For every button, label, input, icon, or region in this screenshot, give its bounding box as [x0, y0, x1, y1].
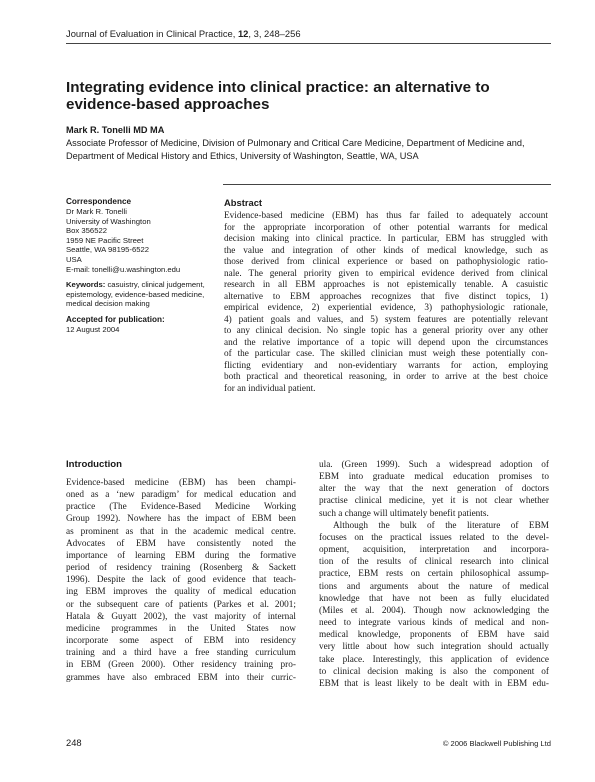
correspondence-line: 1959 NE Pacific Street — [66, 235, 144, 245]
text-line: alternative to EBM approaches recognizes that five distinct topics, 1) — [224, 291, 548, 302]
text-line: ing EBM improves the quality of medical education — [66, 587, 296, 598]
affiliation-line: Associate Professor of Medicine, Division of Pulmonary and Critical Care Medicine, Department of Medicine and, — [66, 138, 525, 148]
article-title — [66, 79, 506, 113]
text-line: practice (The Evidence-Based Medicine Working — [66, 502, 296, 513]
text-line: (Miles et al. 2004). Though now acknowledging the — [319, 605, 549, 616]
text-line: of the particular case. The skilled clinician must weigh these potentially con- — [224, 349, 548, 359]
text-line: EBM that is least likely to be dealt with in EBM edu- — [319, 678, 549, 689]
text-line: or the subsequent care of patients (Parkes et al. 2001; — [66, 599, 296, 610]
abstract-body — [224, 211, 548, 395]
body-column-left — [66, 477, 296, 684]
text-line: alter the way that the next generation of doctors — [319, 484, 549, 495]
copyright-notice: © 2006 Blackwell Publishing Ltd — [442, 739, 551, 748]
text-line: practice, EBM rests on certain philosophical assump- — [319, 569, 549, 580]
text-line: incorporate some aspect of EBM into residency — [66, 636, 296, 647]
text-line: Group 1992). Nowhere has the impact of EBM been — [66, 514, 296, 525]
text-line: practise clinical medicine, yet it is not clear whether — [319, 496, 549, 507]
page-number: 248 — [66, 737, 82, 748]
keywords-label: Keywords: — [66, 280, 106, 290]
text-line: 4) patient goals and values, and 5) system features are potentially relevant — [224, 314, 548, 325]
volume-number: 12 — [237, 28, 249, 39]
title-line: Integrating evidence into clinical practice: an alternative to — [66, 79, 490, 96]
text-line: oned as a ‘new paradigm’ for medical education and — [66, 490, 296, 501]
text-line: need to integrate various kinds of medical and non- — [319, 618, 549, 629]
journal-name: Journal of Evaluation in Clinical Practice, — [66, 28, 238, 39]
keywords-line: epistemology, evidence-based medicine, — [66, 289, 205, 299]
text-line: as prominent as that in the academic medical centre. — [66, 526, 296, 537]
text-line: focuses on the practical issues related to the devel- — [319, 532, 549, 543]
keywords-block — [66, 280, 216, 290]
author-name: Mark R. Tonelli MD MA — [66, 125, 165, 135]
text-line: such a change will ultimately benefit patients. — [319, 508, 489, 519]
correspondence-email: E-mail: tonelli@u.washington.edu — [66, 264, 181, 274]
text-line: EBM into graduate medical education promises to — [319, 472, 549, 483]
correspondence-line: Seattle, WA 98195-6522 — [66, 245, 150, 255]
text-line: Evidence-based medicine (EBM) has thus far failed to adequately account — [224, 211, 548, 221]
text-line: flicting evidentiary and non-evidentiary warrants for action, employing — [224, 360, 548, 371]
text-line: research in all EBM approaches is not epistemically tenable. A casuistic — [224, 280, 548, 290]
text-line: knowledge that have not been as fully elucidated — [319, 593, 549, 604]
text-line: 1996). Despite the lack of good evidence that teach- — [66, 575, 296, 586]
author-affiliation — [66, 137, 556, 162]
text-line: tion of the results of clinical research into clinical — [319, 557, 549, 568]
text-line: for the appropriate incorporation of other potential warrants for medical — [224, 222, 548, 233]
text-line: both practical and theoretical reasoning, in order to arrive at the best choice — [224, 372, 548, 382]
accepted-date: 12 August 2004 — [66, 324, 120, 334]
text-line: ula. (Green 1999). Such a widespread adoption of — [319, 460, 549, 470]
text-line: Although the bulk of the literature of EBM — [333, 520, 549, 531]
text-line: Hatala & Guyatt 2002), the vast majority of internal — [66, 611, 296, 622]
correspondence-line: Dr Mark R. Tonelli — [66, 207, 127, 216]
text-line: Advocates of EBM have consistently noted the — [66, 538, 296, 549]
text-line: nale. The general priority given to empirical evidence derived from clinical — [224, 268, 548, 279]
text-line: tions and arguments about the nature of medical — [319, 581, 549, 592]
text-line: in EBM (Green 2000). Other residency training pro- — [66, 660, 296, 671]
text-line: to clinical decision making is also the component of — [319, 666, 549, 677]
correspondence-line: USA — [66, 254, 82, 264]
affiliation-line: Department of Medical History and Ethics, University of Washington, Seattle, WA, USA — [66, 150, 419, 161]
text-line: Evidence-based medicine (EBM) has been champi- — [66, 478, 296, 488]
accepted-heading: Accepted for publication: — [66, 314, 165, 324]
correspondence-line: University of Washington — [66, 216, 151, 226]
text-line: those derived from clinical experience or based on pathophysiologic ratio- — [224, 257, 548, 267]
text-line: for an individual patient. — [224, 383, 316, 394]
text-line: medicine programmes in the United States now — [66, 623, 296, 634]
text-line: very little about how such integration should actually — [319, 642, 549, 653]
keywords-line: medical decision making — [66, 299, 150, 309]
keywords-line: casuistry, clinical judgement, — [105, 280, 205, 290]
text-line: grammes have also embraced EBM into their curric- — [66, 672, 296, 683]
abstract — [224, 197, 548, 395]
text-line: take place. Interestingly, this application of evidence — [319, 654, 549, 665]
running-head — [66, 28, 301, 39]
introduction-heading: Introduction — [66, 459, 122, 470]
body-column-right — [319, 459, 549, 690]
header-rule — [66, 43, 551, 44]
text-line: to any clinical decision. No single topic has a general priority over any other — [224, 326, 548, 336]
title-line: evidence-based approaches — [66, 96, 270, 113]
article-sidebar — [66, 197, 216, 335]
text-line: training and a third have a free standing curriculum — [66, 648, 296, 659]
text-line: decision making into clinical practice. In particular, EBM has struggled with — [224, 234, 548, 244]
correspondence-heading: Correspondence — [66, 197, 132, 206]
abstract-heading: Abstract — [224, 197, 263, 208]
correspondence-line: Box 356522 — [66, 226, 108, 236]
text-line: and the relative importance of a topic will depend upon the circumstances — [224, 337, 548, 348]
issue-pages: , 3, 248–256 — [248, 28, 301, 39]
text-line: the value and integration of other kinds of medical knowledge, such as — [224, 245, 548, 256]
text-line: period of residency training (Rosenberg & Sackett — [66, 563, 296, 574]
abstract-rule — [223, 184, 551, 185]
text-line: importance of learning EBM during the formative — [66, 550, 296, 561]
text-line: opment, acquisition, interpretation and incorpora- — [319, 545, 549, 556]
text-line: medical knowledge, proponents of EBM have said — [319, 630, 549, 641]
text-line: empirical evidence, 2) experiential evidence, 3) pathophysiologic rationale, — [224, 303, 548, 313]
